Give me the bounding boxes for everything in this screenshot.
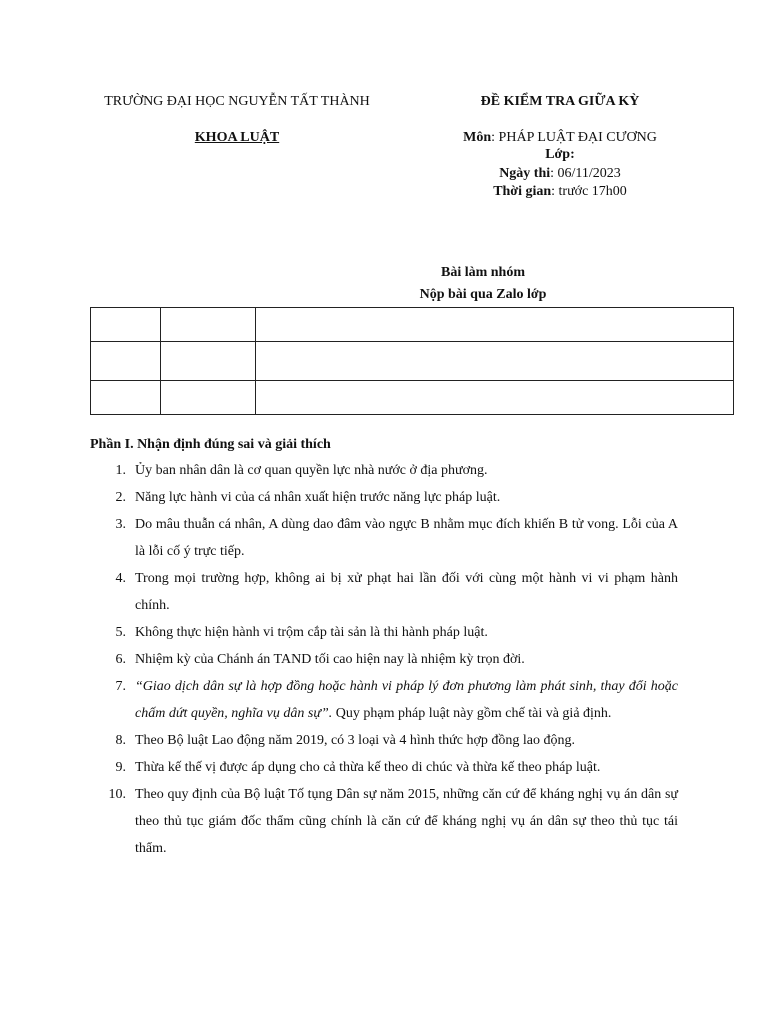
faculty-name: KHOA LUẬT: [194, 130, 280, 145]
table-row: [91, 308, 734, 342]
question-number: 5.: [115, 625, 126, 640]
question-number: 3.: [115, 517, 126, 532]
question-quote: “Giao dịch dân sự là hợp đồng hoặc hành vi pháp lý đơn phương làm phát sinh, thay đổi hoặc chấm dứt quyền, nghĩa vụ dân sự”.: [135, 679, 678, 721]
table-cell: [256, 342, 734, 381]
question-text: Theo Bộ luật Lao động năm 2019, có 3 loại và 4 hình thức hợp đồng lao động.: [135, 733, 575, 748]
time-value: : trước 17h00: [551, 184, 627, 199]
question-text: Nhiệm kỳ của Chánh án TAND tối cao hiện nay là nhiệm kỳ trọn đời.: [135, 652, 525, 667]
question-item: [108, 484, 678, 511]
date-label: Ngày thi: [499, 166, 551, 181]
table-row: [91, 342, 734, 381]
table-cell: [161, 308, 256, 342]
group-work-note: Bài làm nhóm: [440, 265, 525, 280]
table-cell: [91, 308, 161, 342]
question-item: [108, 619, 678, 646]
question-text: Do mâu thuẫn cá nhân, A dùng dao đâm vào ngực B nhằm mục đích khiến B tử vong. Lỗi của A là lỗi cố ý trực tiếp.: [135, 517, 678, 559]
question-text: Trong mọi trường hợp, không ai bị xử phạt hai lần đối với cùng một hành vi vi phạm hành chính.: [135, 571, 678, 613]
submit-note: Nộp bài qua Zalo lớp: [419, 287, 547, 302]
table-cell: [91, 342, 161, 381]
question-item: [108, 511, 678, 565]
question-item: [108, 754, 678, 781]
table-cell: [256, 308, 734, 342]
question-number: 10.: [108, 787, 126, 802]
question-number: 6.: [115, 652, 126, 667]
question-item: [108, 781, 678, 862]
table-cell: [91, 381, 161, 415]
exam-title: ĐỀ KIỂM TRA GIỮA KỲ: [480, 94, 640, 109]
question-text: Năng lực hành vi của cá nhân xuất hiện trước năng lực pháp luật.: [135, 490, 501, 505]
question-item: [108, 727, 678, 754]
subject-line: [400, 130, 720, 146]
section-title: Phần I. Nhận định đúng sai và giải thích: [90, 437, 331, 452]
subject-label: Môn: [463, 130, 492, 145]
question-number: 7.: [115, 679, 126, 694]
question-item: [108, 457, 678, 484]
table-cell: [161, 342, 256, 381]
date-line: [400, 166, 720, 182]
date-value: : 06/11/2023: [550, 166, 621, 181]
school-name: TRƯỜNG ĐẠI HỌC NGUYỄN TẤT THÀNH: [104, 94, 370, 109]
question-number: 9.: [115, 760, 126, 775]
question-number: 2.: [115, 490, 126, 505]
question-text: Không thực hiện hành vi trộm cắp tài sản là thi hành pháp luật.: [135, 625, 488, 640]
time-line: [400, 184, 720, 200]
table-cell: [161, 381, 256, 415]
time-label: Thời gian: [493, 184, 552, 199]
question-item: [108, 565, 678, 619]
question-item: [108, 673, 678, 727]
question-number: 8.: [115, 733, 126, 748]
group-members-table: [90, 307, 734, 415]
question-item: [108, 646, 678, 673]
table-row: [91, 381, 734, 415]
question-text: Theo quy định của Bộ luật Tố tụng Dân sự năm 2015, những căn cứ để kháng nghị vụ án dân sự theo thủ tục giám đốc thẩm cũng chính là căn cứ để kháng nghị vụ án dân sự theo thủ tục tái thẩm.: [135, 787, 678, 856]
class-label: Lớp:: [545, 147, 575, 162]
question-number: 4.: [115, 571, 126, 586]
question-text: Thừa kế thế vị được áp dụng cho cả thừa kế theo di chúc và thừa kế theo pháp luật.: [135, 760, 601, 775]
question-list: [108, 457, 678, 862]
subject-value: : PHÁP LUẬT ĐẠI CƯƠNG: [491, 130, 657, 145]
question-number: 1.: [115, 463, 126, 478]
question-text: Quy phạm pháp luật này gồm chế tài và giả định.: [332, 706, 612, 721]
table-cell: [256, 381, 734, 415]
question-text: Ủy ban nhân dân là cơ quan quyền lực nhà nước ở địa phương.: [135, 463, 488, 478]
